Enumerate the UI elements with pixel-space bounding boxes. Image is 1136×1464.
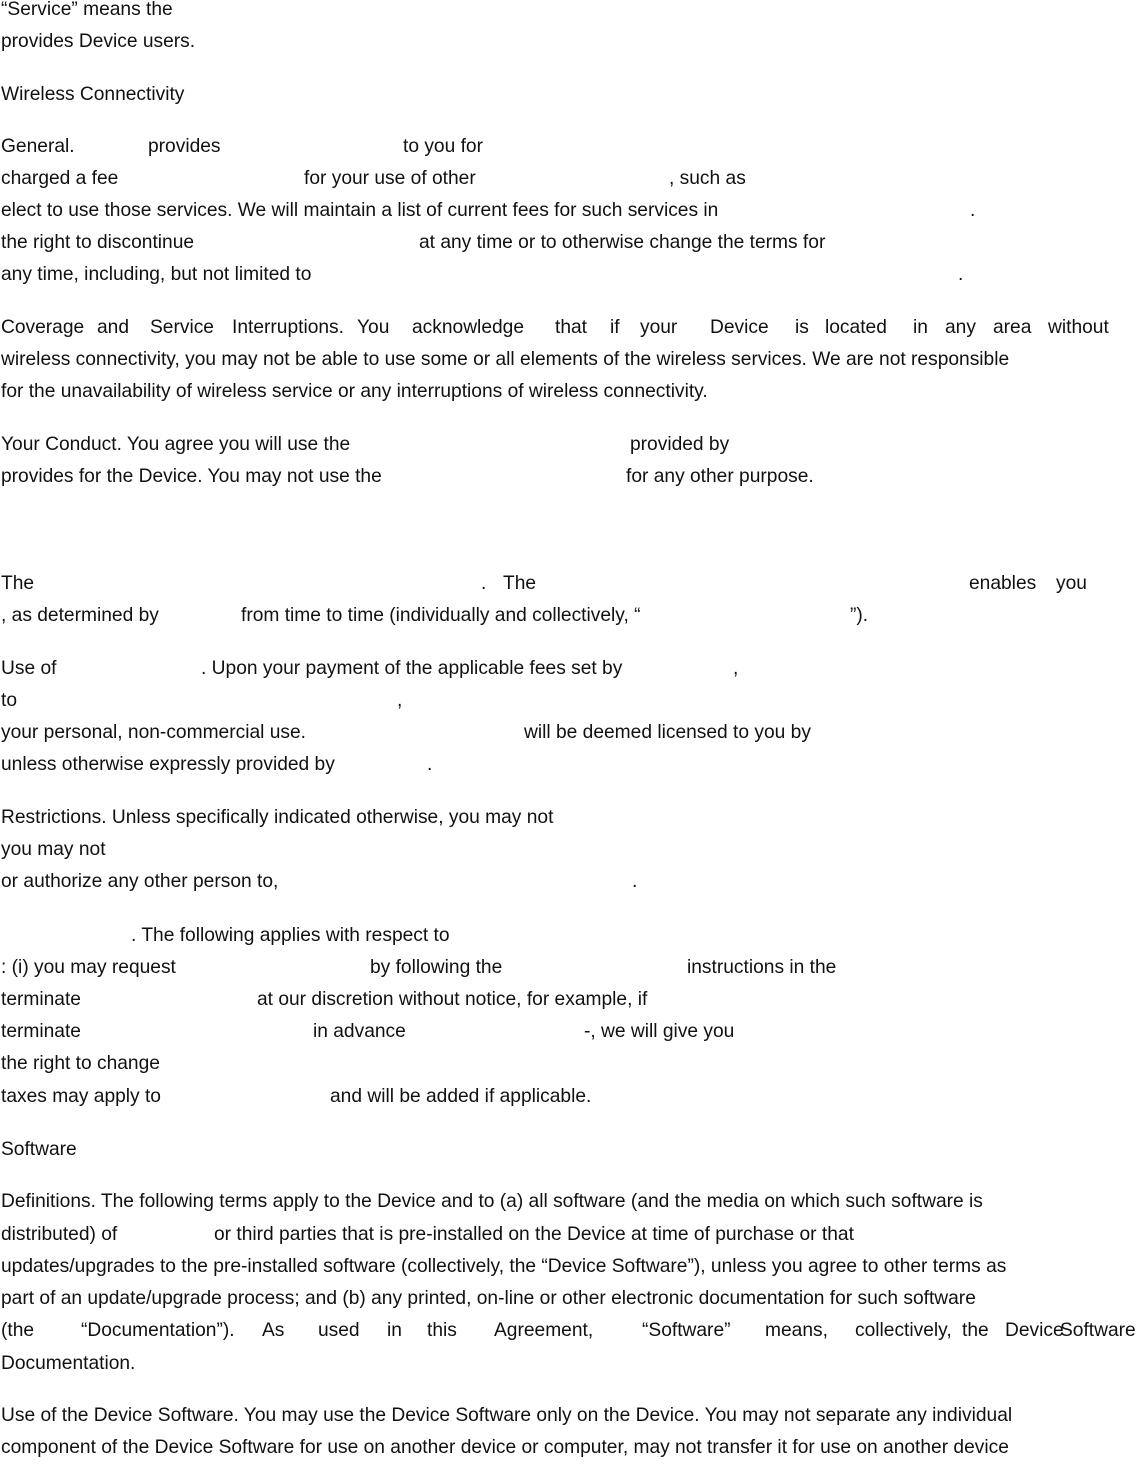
line-09-segment-12: located (825, 317, 887, 338)
line-04-segment-2: provides (148, 136, 221, 157)
line-27-segment-1: the right to change (1, 1053, 160, 1074)
line-07-segment-2: at any time or to otherwise change the terms for (419, 232, 826, 253)
line-14-segment-1: The (1, 573, 35, 594)
line-08-segment-2: . (958, 264, 964, 285)
line-21-segment-1: you may not (1, 839, 106, 860)
line-09-segment-11: is (795, 317, 809, 338)
line-09-segment-3: Service (150, 317, 214, 338)
line-24-segment-1: : (i) you may request (1, 957, 176, 978)
line-12-segment-2: provided by (630, 434, 730, 455)
line-09-segment-7: that (555, 317, 588, 338)
line-13-segment-2: for any other purpose. (626, 466, 814, 487)
line-05-segment-2: for your use of other (304, 168, 476, 189)
line-05-segment-1: charged a fee (1, 168, 119, 189)
line-26-segment-1: terminate (1, 1021, 81, 1042)
line-09-segment-5: You (357, 317, 390, 338)
line-09-segment-4: Interruptions. (232, 317, 344, 338)
line-16-segment-1: Use of (1, 658, 57, 679)
line-09-segment-9: your (640, 317, 678, 338)
line-36-segment-1: Use of the Device Software. You may use the Device Software only on the Device. You may not separate any individual (1, 1405, 1013, 1426)
line-04-segment-3: to you for (403, 136, 483, 157)
line-29-segment-1: Software (1, 1139, 77, 1160)
line-30-segment-1: Definitions. The following terms apply to the Device and to (a) all software (and the media on which such software is (1, 1191, 983, 1212)
line-01-segment-1: “Service” means the (1, 0, 173, 20)
line-13-segment-1: provides for the Device. You may not use the (1, 466, 382, 487)
line-34-segment-7: Agreement, (494, 1320, 594, 1341)
line-34-segment-8: “Software” (642, 1320, 731, 1341)
line-34-segment-3: As (262, 1320, 285, 1341)
line-37-segment-1: component of the Device Software for use on another device or computer, may not transfer it for use on another device (1, 1437, 1009, 1458)
line-22-segment-2: . (632, 871, 638, 892)
line-34-segment-11: the (962, 1320, 989, 1341)
line-09-segment-2: and (97, 317, 130, 338)
line-34-segment-2: “Documentation”). (81, 1320, 235, 1341)
line-22-segment-1: or authorize any other person to, (1, 871, 279, 892)
line-16-segment-2: . Upon your payment of the applicable fees set by (201, 658, 623, 679)
line-33-segment-1: part of an update/upgrade process; and (b) any printed, on-line or other electronic documentation for such software (1, 1288, 976, 1309)
line-14-segment-2: . (481, 573, 487, 594)
line-34-segment-5: in (387, 1320, 402, 1341)
line-35-segment-1: Documentation. (1, 1353, 136, 1374)
line-03-segment-1: Wireless Connectivity (1, 84, 185, 105)
line-17-segment-1: to (1, 690, 18, 711)
line-09-segment-6: acknowledge (412, 317, 525, 338)
line-34-segment-1: (the (1, 1320, 35, 1341)
line-02-segment-1: provides Device users. (1, 31, 196, 52)
line-15-segment-1: , as determined by (1, 605, 159, 626)
line-14-segment-4: enables (969, 573, 1037, 594)
line-09-segment-10: Device (710, 317, 769, 338)
line-14-segment-3: The (503, 573, 537, 594)
line-28-segment-1: taxes may apply to (1, 1086, 161, 1107)
line-34-segment-9: means, (765, 1320, 828, 1341)
line-04-segment-1: General. (1, 136, 75, 157)
line-18-segment-1: your personal, non-commercial use. (1, 722, 307, 743)
line-14-segment-5: you (1056, 573, 1087, 594)
line-19-segment-1: unless otherwise expressly provided by (1, 754, 335, 775)
line-25-segment-1: terminate (1, 989, 81, 1010)
line-16-segment-3: , (733, 658, 739, 679)
line-09-segment-8: if (610, 317, 620, 338)
line-10-segment-1: wireless connectivity, you may not be able to use some or all elements of the wireless services. We are not responsible (1, 349, 1010, 370)
line-20-segment-1: Restrictions. Unless specifically indicated otherwise, you may not (1, 807, 554, 828)
line-17-segment-2: , (397, 690, 403, 711)
line-15-segment-2: from time to time (individually and collectively, “ (241, 605, 641, 626)
line-06-segment-2: . (970, 200, 976, 221)
line-26-segment-3: -, we will give you (584, 1021, 735, 1042)
line-23-segment-1: . The following applies with respect to (131, 925, 450, 946)
line-15-segment-3: ”). (850, 605, 869, 626)
line-09-segment-15: area (993, 317, 1032, 338)
line-25-segment-2: at our discretion without notice, for example, if (257, 989, 648, 1010)
line-24-segment-3: instructions in the (687, 957, 837, 978)
line-09-segment-1: Coverage (1, 317, 85, 338)
line-34-segment-6: this (427, 1320, 457, 1341)
line-31-segment-1: distributed) of (1, 1224, 118, 1245)
line-12-segment-1: Your Conduct. You agree you will use the (1, 434, 351, 455)
line-08-segment-1: any time, including, but not limited to (1, 264, 312, 285)
line-11-segment-1: for the unavailability of wireless service or any interruptions of wireless connectivity. (1, 381, 708, 402)
line-26-segment-2: in advance (313, 1021, 406, 1042)
line-34-segment-12: Device (1005, 1320, 1064, 1341)
line-06-segment-1: elect to use those services. We will maintain a list of current fees for such services in (1, 200, 719, 221)
line-09-segment-14: any (945, 317, 976, 338)
line-31-segment-2: or third parties that is pre-installed on the Device at time of purchase or that (214, 1224, 854, 1245)
line-09-segment-13: in (913, 317, 928, 338)
line-32-segment-1: updates/upgrades to the pre-installed software (collectively, the “Device Software”), unless you agree to other terms as (1, 1256, 1007, 1277)
line-07-segment-1: the right to discontinue (1, 232, 195, 253)
line-05-segment-3: , such as (669, 168, 746, 189)
line-34-segment-13: Software (1060, 1320, 1136, 1341)
line-09-segment-16: without (1048, 317, 1109, 338)
line-19-segment-2: . (427, 754, 433, 775)
line-34-segment-10: collectively, (855, 1320, 952, 1341)
line-24-segment-2: by following the (370, 957, 503, 978)
line-18-segment-2: will be deemed licensed to you by (524, 722, 811, 743)
line-34-segment-4: used (318, 1320, 360, 1341)
line-28-segment-2: and will be added if applicable. (330, 1086, 592, 1107)
